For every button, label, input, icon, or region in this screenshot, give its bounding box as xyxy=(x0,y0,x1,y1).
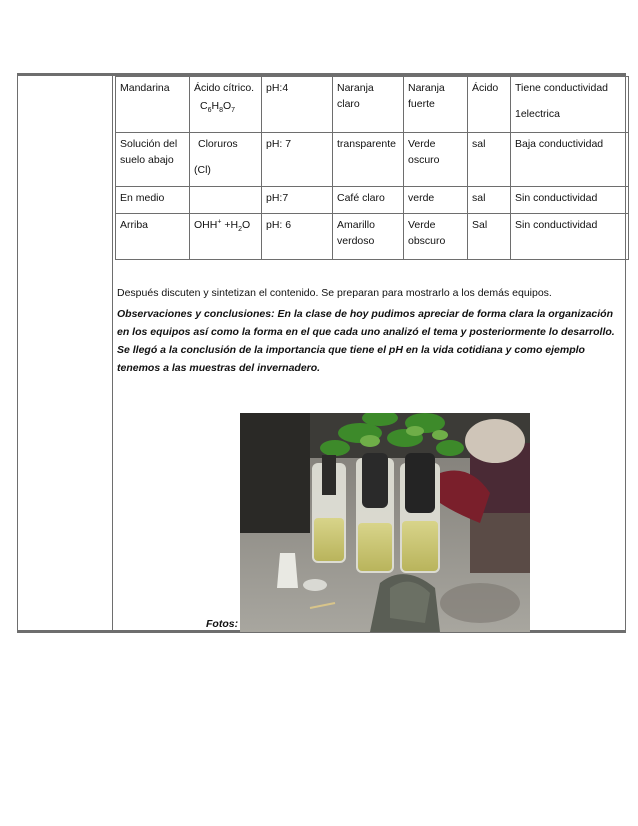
table-cell: Baja conductividad xyxy=(511,133,629,187)
table-cell: Naranja fuerte xyxy=(404,77,468,133)
table-row xyxy=(116,214,629,260)
content-column xyxy=(115,76,625,630)
chemical-formula: $C_6H_8O_7$ xyxy=(200,100,236,115)
paragraph-conclusions xyxy=(117,305,617,377)
table-cell: pH:4 xyxy=(262,77,333,133)
table-cell: pH: 7 xyxy=(262,133,333,187)
table-cell: Ácido xyxy=(468,77,511,133)
document-frame xyxy=(17,73,626,633)
table-cell: Cloruros (Cl) xyxy=(190,133,262,187)
greenhouse-photo xyxy=(240,413,530,632)
table-cell: verde xyxy=(404,187,468,214)
table-cell: pH: 6 xyxy=(262,214,333,260)
results-table xyxy=(115,76,629,260)
table-row xyxy=(116,187,629,214)
table-cell: Verde obscuro xyxy=(404,214,468,260)
conclusions-heading: Observaciones y conclusiones: xyxy=(117,308,275,320)
table-cell: Sal xyxy=(468,214,511,260)
paragraph-discussion: Después discuten y sintetizan el contenido. Se preparan para mostrarlo a los demás equipos. xyxy=(117,287,552,299)
table-cell: Solución del suelo abajo xyxy=(116,133,190,187)
table-cell: Amarillo verdoso xyxy=(333,214,404,260)
table-cell: $OHH^+ +H_2O$ xyxy=(190,214,262,260)
table-cell: Arriba xyxy=(116,214,190,260)
table-cell: Café claro xyxy=(333,187,404,214)
table-cell: transparente xyxy=(333,133,404,187)
photos-label: Fotos: xyxy=(206,618,239,630)
table-cell: sal xyxy=(468,187,511,214)
table-cell: Mandarina xyxy=(116,77,190,133)
table-row xyxy=(116,77,629,133)
table-cell: Sin conductividad xyxy=(511,214,629,260)
table-cell: Naranja claro xyxy=(333,77,404,133)
conclusions-body: En la clase de hoy pudimos apreciar de forma clara la organización en los equipos así como la forma en el que cada uno analizó el tema y posteriormente lo desarrollo. Se llegó a la conclusión de la importancia que tiene el pH en la vida cotidiana y como ejemplo tenemos a las muestras del invernadero. xyxy=(117,308,615,374)
table-cell: sal xyxy=(468,133,511,187)
table-cell: En medio xyxy=(116,187,190,214)
table-cell: Tiene conductividad 1electrica xyxy=(511,77,629,133)
table-cell: pH:7 xyxy=(262,187,333,214)
table-cell: Ácido cítrico. $C_6H_8O_7$ xyxy=(190,77,262,133)
table-cell xyxy=(190,187,262,214)
left-column xyxy=(18,76,113,630)
table-cell: Verde oscuro xyxy=(404,133,468,187)
table-row xyxy=(116,133,629,187)
table-cell: Sin conductividad xyxy=(511,187,629,214)
